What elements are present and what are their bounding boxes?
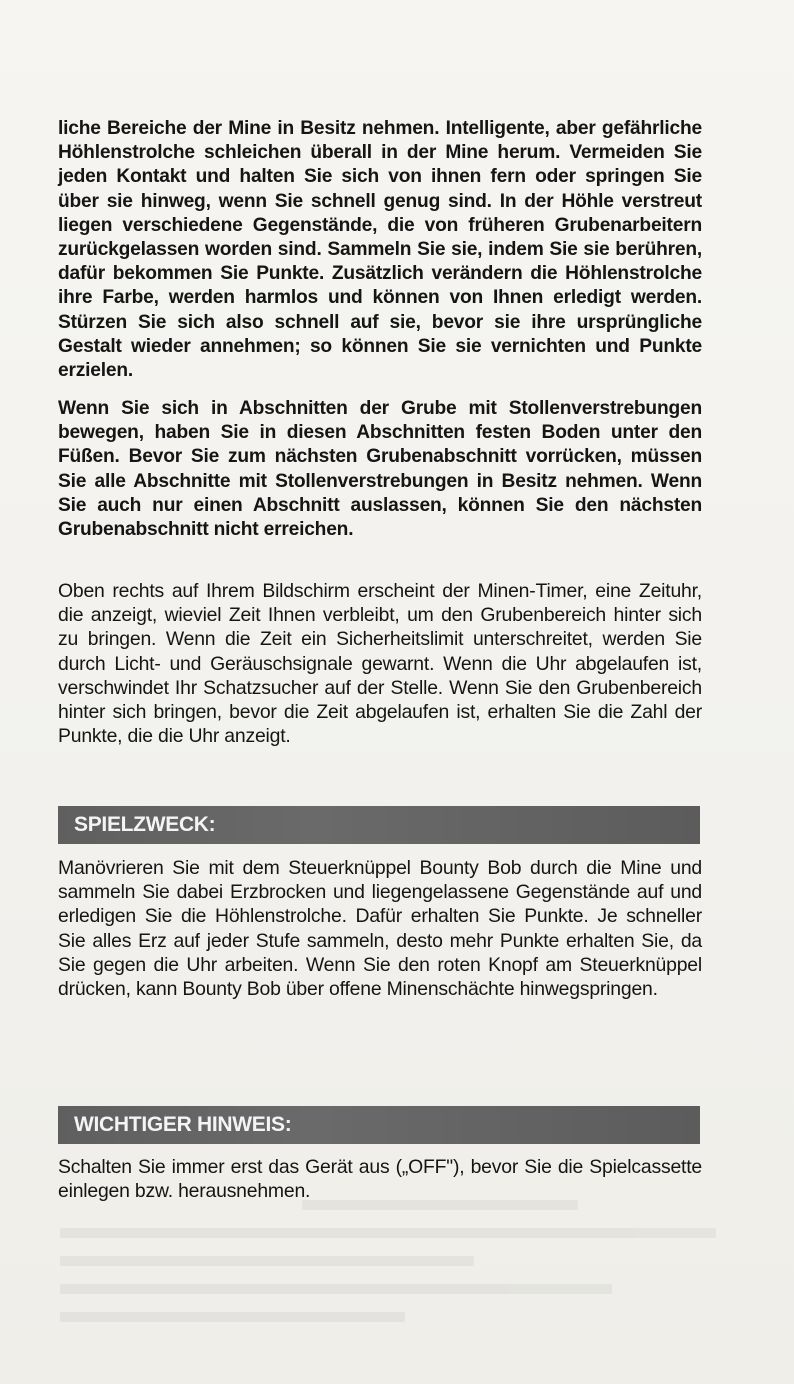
section-heading-bar-objective — [58, 806, 700, 844]
section-heading-notice: WICHTIGER HINWEIS: — [74, 1113, 292, 1136]
section-heading-objective: SPIELZWECK: — [74, 813, 216, 836]
paragraph-objective: Manövrieren Sie mit dem Steuerknüppel Bounty Bob durch die Mine und sammeln Sie dabei Erzbrocken und liegengelassene Gegenstände auf und erledigen Sie die Höhlenstrolche. Dafür erhalten Sie Punkte. Je schneller Sie alles Erz auf jeder Stufe sammeln, desto mehr Punkte erhalten Sie, da Sie gegen die Uhr arbeiten. Wenn Sie den roten Knopf am Steuerknüppel drücken, kann Bounty Bob über offene Minenschächte hinwegspringen. — [58, 857, 702, 1001]
show-through-bleed — [60, 1200, 750, 1350]
paragraph-enemies-and-items: liche Bereiche der Mine in Besitz nehmen. Intelligente, aber gefährliche Höhlenstrolche schleichen überall in der Mine herum. Vermeiden Sie jeden Kontakt und halten Sie sich von ihnen fern oder springen Sie über sie hinweg, wenn Sie schnell genug sind. In der Höhle verstreut liegen verschiedene Gegenstände, die von früheren Grubenarbeitern zurückgelassen worden sind. Sammeln Sie sie, indem Sie sie berühren, dafür bekommen Sie Punkte. Zusätzlich verändern die Höhlenstrolche ihre Farbe, werden harmlos und können von Ihnen erledigt werden. Stürzen Sie sich also schnell auf sie, bevor sie ihre ursprüngliche Gestalt wieder annehmen; so können Sie sie vernichten und Punkte erzielen. — [58, 118, 702, 382]
section-heading-bar-notice — [58, 1106, 700, 1144]
paragraph-mine-timer: Oben rechts auf Ihrem Bildschirm erscheint der Minen-Timer, eine Zeituhr, die anzeigt, wieviel Zeit Ihnen verbleibt, um den Grubenbereich hinter sich zu bringen. Wenn die Zeit ein Sicherheitslimit unterschreitet, werden Sie durch Licht- und Geräuschsignale gewarnt. Wenn die Uhr abgelaufen ist, verschwindet Ihr Schatzsucher auf der Stelle. Wenn Sie den Grubenbereich hinter sich bringen, bevor die Zeit abgelaufen ist, erhalten Sie die Zahl der Punkte, die die Uhr anzeigt. — [58, 580, 702, 748]
paragraph-notice: Schalten Sie immer erst das Gerät aus („OFF"), bevor Sie die Spielcassette einlegen bzw. herausnehmen. — [58, 1156, 702, 1203]
paragraph-mine-sections: Wenn Sie sich in Abschnitten der Grube mit Stollenverstrebungen bewegen, haben Sie in diesen Abschnitten festen Boden unter den Füßen. Bevor Sie zum nächsten Grubenabschnitt vorrücken, müssen Sie alle Abschnitte mit Stollenverstrebungen in Besitz nehmen. Wenn Sie auch nur einen Abschnitt auslassen, können Sie den nächsten Grubenabschnitt nicht erreichen. — [58, 398, 702, 541]
